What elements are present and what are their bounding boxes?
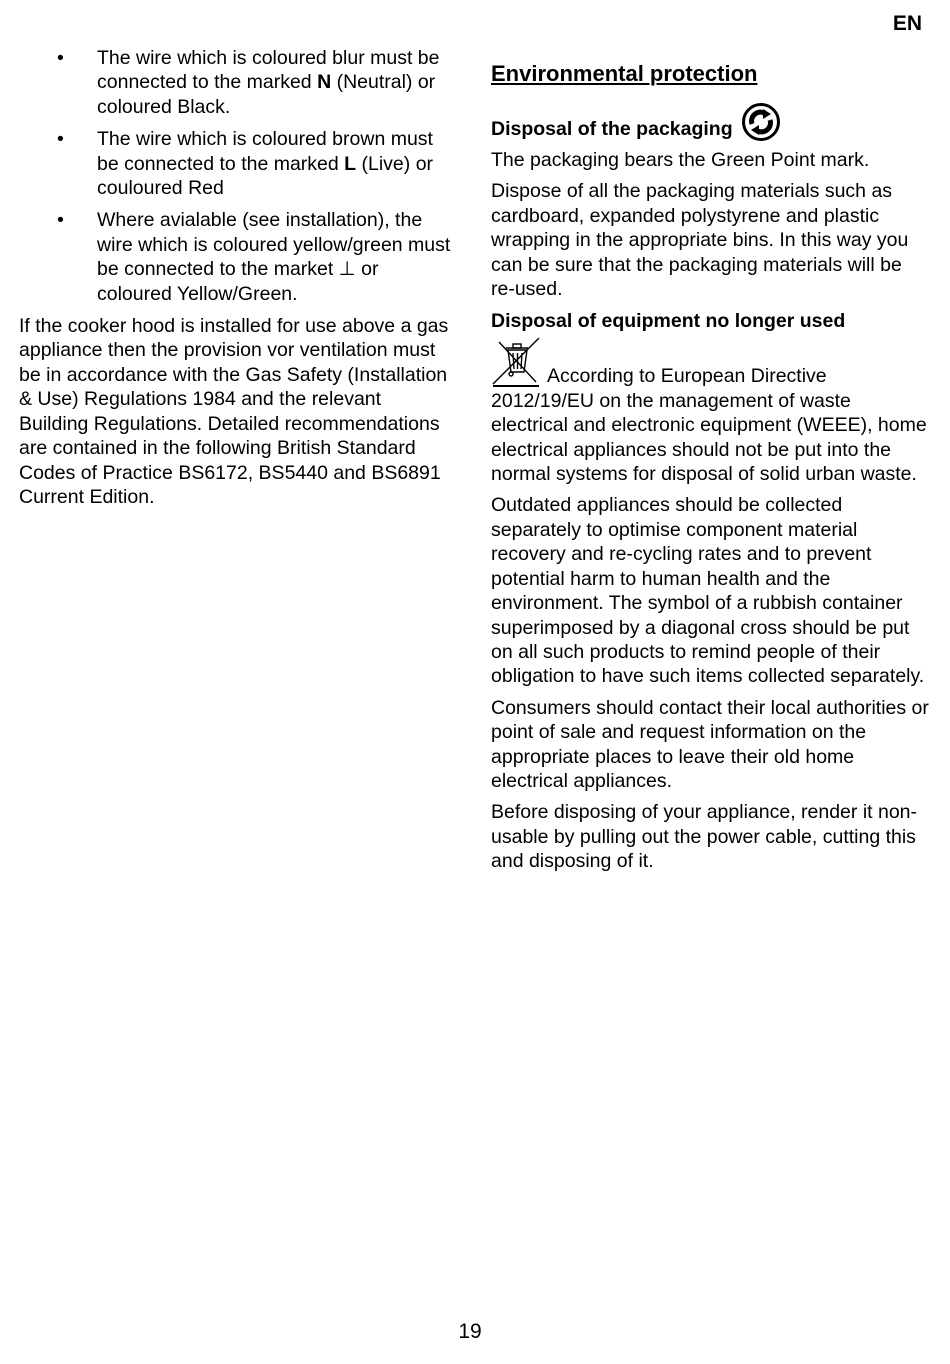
right-column — [491, 58, 931, 881]
equipment-heading-text: Disposal of equipment no longer used — [491, 310, 846, 333]
bullet-icon: • — [57, 209, 64, 232]
packaging-paragraph: The packaging bears the Green Point mark. — [491, 149, 870, 171]
bullet-icon: • — [57, 128, 64, 151]
list-item — [13, 127, 453, 200]
equipment-heading — [491, 308, 931, 334]
terminal-label: L — [344, 152, 357, 175]
bullet-text: Where avialable (see installation), the wire which is coloured yellow/green must be connected to the market ⊥ or coloured Yellow/Green. — [97, 209, 451, 305]
bullet-text: The wire which is coloured blur must be connected to the marked — [97, 47, 440, 94]
bullet-text: (Neutral) or coloured Black. — [97, 71, 436, 118]
weee-paragraph: Consumers should contact their local authorities or point of sale and request information on the appropriate places to leave their old home electrical appliances. — [491, 696, 929, 792]
language-tag: EN — [892, 12, 922, 35]
weee-paragraph: Outdated appliances should be collected separately to optimise component material recovery and re-cycling rates and to prevent potential harm to human health and the environment. The symbol of a rubbish container superimposed by a diagonal cross should be put on all such products to remind people of their obligation to have such items collected separately. — [491, 494, 925, 688]
bullet-text: (Live) or couloured Red — [97, 152, 434, 200]
crossed-bin-icon — [491, 336, 541, 388]
weee-paragraph-block — [491, 336, 931, 486]
bullet-text: The wire which is coloured brown must be connected to the marked — [97, 128, 433, 175]
terminal-label: N — [317, 71, 332, 94]
left-column — [13, 46, 453, 509]
gas-ventilation-paragraph: If the cooker hood is installed for use above a gas appliance then the provision vor ventilation must be in accordance with the Gas Safety (Installation & Use) Regulations 1984 and the relevant Building Regulations. Detailed recommendations are contained in the following British Standard Codes of Practice BS6172, BS5440 and BS6891 Current Edition. — [19, 315, 449, 508]
section-title: Environmental protection — [491, 61, 758, 86]
green-point-icon — [741, 102, 781, 142]
list-item — [13, 208, 453, 306]
weee-directive-paragraph: According to European Directive 2012/19/EU on the management of waste electrical and electronic equipment (WEEE), home electrical appliances should not be put into the normal systems for disposal of solid urban waste. — [491, 365, 927, 486]
weee-paragraph: Before disposing of your appliance, render it non-usable by pulling out the power cable, cutting this and disposing of it. — [491, 801, 918, 873]
bullet-icon: • — [57, 47, 64, 69]
packaging-heading-text: Disposal of the packaging — [491, 118, 733, 140]
page-number: 19 — [458, 1320, 482, 1343]
packaging-heading — [491, 102, 931, 142]
list-item — [13, 46, 453, 119]
packaging-paragraph: Dispose of all the packaging materials such as cardboard, expanded polystyrene and plastic wrapping in the appropriate bins. In this way you can be sure that the packaging materials will be re-used. — [491, 180, 909, 301]
wiring-bullet-list — [13, 46, 453, 306]
